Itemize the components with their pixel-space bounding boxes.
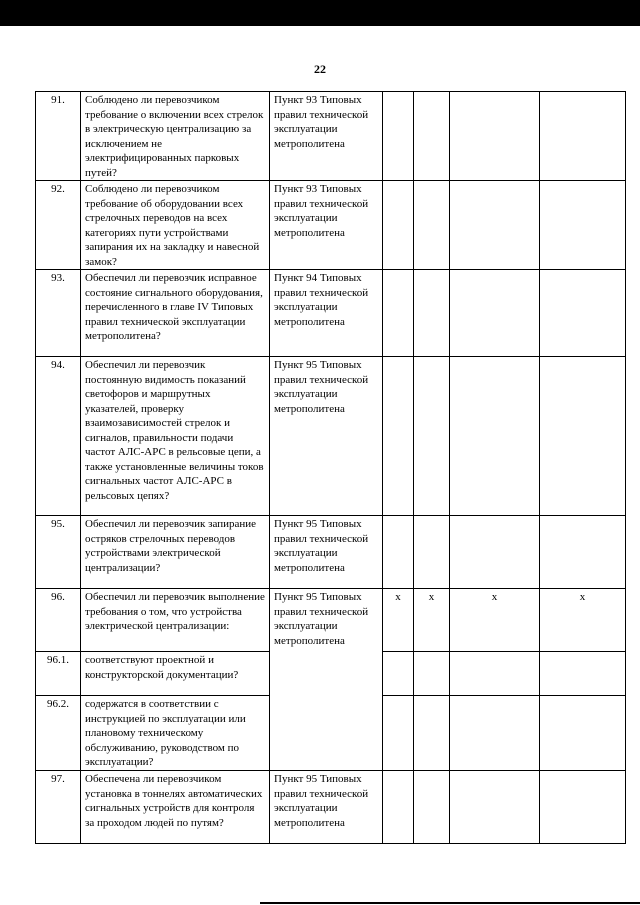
question-text: Соблюдено ли перевозчиком требование о включении всех стрелок в электрическую централизацию за исключением не электрифицированных парковых путей? [81, 92, 270, 181]
table-row [36, 771, 626, 844]
table-row [36, 589, 626, 652]
answer-na-cell [450, 771, 540, 844]
answer-yes-cell [383, 696, 414, 771]
question-text: содержатся в соответствии с инструкцией по эксплуатации или плановому техническому обслуживанию, руководством по эксплуатации? [81, 696, 270, 771]
note-cell [540, 357, 626, 516]
answer-no-cell [414, 270, 450, 357]
row-number: 96.2. [36, 696, 81, 771]
note-cell [540, 696, 626, 771]
answer-yes-cell [383, 771, 414, 844]
question-text: Соблюдено ли перевозчиком требование об оборудовании всех стрелочных переводов на всех категориях пути устройствами запирания их на закладку и навесной замок? [81, 181, 270, 270]
answer-na-cell [450, 696, 540, 771]
note-cell [540, 516, 626, 589]
answer-no-cell: x [414, 589, 450, 652]
reference-text: Пункт 95 Типовых правил технической эксплуатации метрополитена [270, 516, 383, 589]
answer-na-cell [450, 181, 540, 270]
answer-yes-cell [383, 652, 414, 696]
answer-no-cell [414, 652, 450, 696]
answer-no-cell [414, 696, 450, 771]
note-cell [540, 92, 626, 181]
row-number: 93. [36, 270, 81, 357]
row-number: 97. [36, 771, 81, 844]
answer-na-cell [450, 270, 540, 357]
answer-yes-cell: x [383, 589, 414, 652]
scan-border [0, 0, 640, 26]
question-text: Обеспечил ли перевозчик запирание остряков стрелочных переводов устройствами электрической централизации? [81, 516, 270, 589]
answer-na-cell: x [450, 589, 540, 652]
question-text: соответствуют проектной и конструкторской документации? [81, 652, 270, 696]
question-text: Обеспечил ли перевозчик исправное состояние сигнального оборудования, перечисленного в главе IV Типовых правил технической эксплуатации метрополитена? [81, 270, 270, 357]
table-row [36, 270, 626, 357]
question-text: Обеспечена ли перевозчиком установка в тоннелях автоматических сигнальных устройств для контроля за проходом людей по путям? [81, 771, 270, 844]
row-number: 94. [36, 357, 81, 516]
answer-yes-cell [383, 270, 414, 357]
row-number: 91. [36, 92, 81, 181]
reference-text: Пункт 93 Типовых правил технической эксплуатации метрополитена [270, 181, 383, 270]
answer-yes-cell [383, 181, 414, 270]
answer-na-cell [450, 92, 540, 181]
answer-na-cell [450, 516, 540, 589]
answer-na-cell [450, 357, 540, 516]
table-row [36, 516, 626, 589]
answer-no-cell [414, 771, 450, 844]
answer-no-cell [414, 92, 450, 181]
reference-text: Пункт 95 Типовых правил технической эксплуатации метрополитена [270, 771, 383, 844]
row-number: 96. [36, 589, 81, 652]
note-cell [540, 652, 626, 696]
reference-text: Пункт 95 Типовых правил технической эксплуатации метрополитена [270, 589, 383, 771]
answer-yes-cell [383, 92, 414, 181]
reference-text: Пункт 93 Типовых правил технической эксплуатации метрополитена [270, 92, 383, 181]
note-cell: x [540, 589, 626, 652]
answer-yes-cell [383, 516, 414, 589]
table-row [36, 181, 626, 270]
answer-no-cell [414, 181, 450, 270]
table-row [36, 92, 626, 181]
checklist-table [35, 91, 626, 844]
answer-no-cell [414, 516, 450, 589]
reference-text: Пункт 95 Типовых правил технической эксплуатации метрополитена [270, 357, 383, 516]
answer-no-cell [414, 357, 450, 516]
scan-bottom-rule [260, 902, 640, 904]
note-cell [540, 771, 626, 844]
row-number: 95. [36, 516, 81, 589]
reference-text: Пункт 94 Типовых правил технической эксплуатации метрополитена [270, 270, 383, 357]
row-number: 92. [36, 181, 81, 270]
question-text: Обеспечил ли перевозчик постоянную видимость показаний светофоров и маршрутных указателей, проверку взаимозависимостей стрелок и сигналов, правильности подачи частот АЛС-АРС в рельсовые цепи, а также установленные величины токов сигнальных частот АЛС-АРС в рельсовых цепях? [81, 357, 270, 516]
answer-yes-cell [383, 357, 414, 516]
note-cell [540, 270, 626, 357]
table-row [36, 357, 626, 516]
answer-na-cell [450, 652, 540, 696]
row-number: 96.1. [36, 652, 81, 696]
note-cell [540, 181, 626, 270]
page-number: 22 [314, 62, 326, 76]
question-text: Обеспечил ли перевозчик выполнение требования о том, что устройства электрической централизации: [81, 589, 270, 652]
